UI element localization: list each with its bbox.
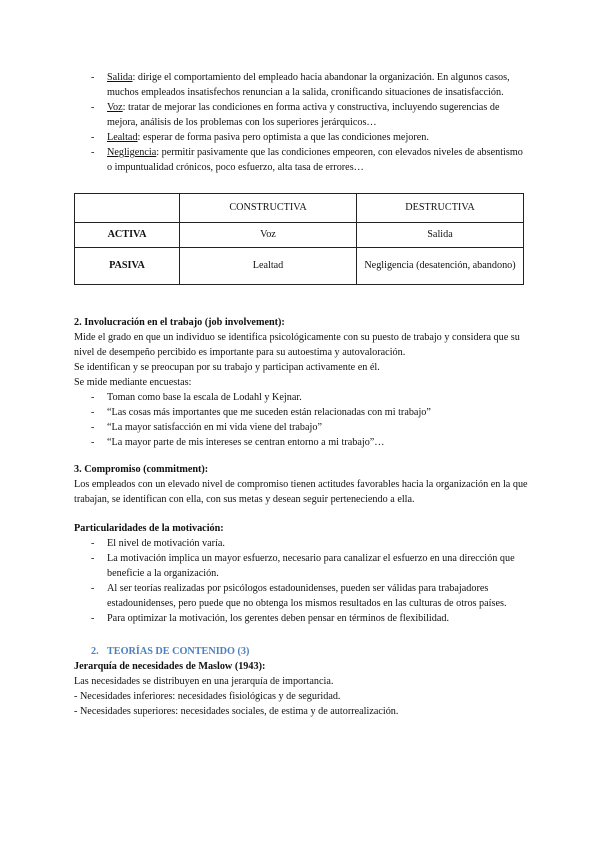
row-label: PASIVA	[75, 248, 180, 285]
table-header-cell: CONSTRUCTIVA	[180, 194, 357, 223]
document-page	[74, 70, 530, 719]
row-label: ACTIVA	[75, 223, 180, 248]
term: Voz	[107, 102, 123, 113]
definition: : tratar de mejorar las condiciones en forma activa y constructiva, incluyendo sugerencias de mejora, análisis de los problemas con los superiores jerárquicos…	[107, 102, 500, 128]
motivation-heading: Particularidades de la motivación:	[74, 523, 224, 534]
table-row	[75, 248, 524, 285]
definition: : dirige el comportamiento del empleado hacia abandonar la organización. En algunos casos, muchos empleados insatisfechos renuncian a la salida, cronificando situaciones de insatisfacción.	[107, 72, 510, 98]
involvement-paragraph: Se mide mediante encuestas:	[74, 377, 192, 388]
list-item	[74, 100, 530, 130]
table-header-cell	[75, 194, 180, 223]
commitment-heading: 3. Compromiso (commitment):	[74, 464, 209, 475]
maslow-line: Las necesidades se distribuyen en una jerarquía de importancia.	[74, 676, 334, 687]
definition: : esperar de forma pasiva pero optimista a que las condiciones mejoren.	[137, 132, 429, 143]
list-item: - La motivación implica un mayor esfuerzo, necesario para canalizar el esfuerzo en una dirección que beneficie a la organización.	[74, 551, 530, 581]
theories-heading	[74, 644, 530, 659]
list-item: - Al ser teorías realizadas por psicólogos estadounidenses, pueden ser válidas para trabajadores estadounidenses, pero puede que no obtenga los mismos resultados en las culturas de otros países.	[74, 581, 530, 611]
table-header-cell: DESTRUCTIVA	[357, 194, 524, 223]
term: Negligencia	[107, 147, 157, 158]
section-title: TEORÍAS DE CONTENIDO (3)	[107, 646, 250, 657]
motivation-list	[74, 536, 530, 626]
maslow-line: - Necesidades inferiores: necesidades fisiológicas y de seguridad.	[74, 691, 341, 702]
list-item	[74, 145, 530, 175]
table-cell: Voz	[180, 223, 357, 248]
definition: : permitir pasivamente que las condiciones empeoren, con elevados niveles de absentismo o impuntualidad crónicos, poco esfuerzo, alta tasa de errores…	[107, 147, 523, 173]
list-item: - Para optimizar la motivación, los gerentes deben pensar en términos de flexibilidad.	[74, 611, 530, 626]
maslow-heading: Jerarquía de necesidades de Maslow (1943):	[74, 661, 266, 672]
table-cell: Salida	[357, 223, 524, 248]
list-item: - “La mayor parte de mis intereses se centran entorno a mi trabajo”…	[74, 435, 530, 450]
involvement-paragraph: Se identifican y se preocupan por su trabajo y participan activamente en él.	[74, 362, 380, 373]
term: Salida	[107, 72, 133, 83]
survey-items-list	[74, 390, 530, 450]
involvement-paragraph: Mide el grado en que un individuo se identifica psicológicamente con su puesto de trabajo y considera que su nivel de desempeño percibido es importante para su autoestima y autovaloración.	[74, 332, 520, 358]
table-row	[75, 223, 524, 248]
commitment-paragraph: Los empleados con un elevado nivel de compromiso tienen actitudes favorables hacia la organización en la que trabajan, se identifican con ella, con sus metas y desean seguir perteneciendo a ella.	[74, 479, 528, 505]
list-item: - El nivel de motivación varía.	[74, 536, 530, 551]
exit-voice-list	[74, 70, 530, 175]
table-cell: Negligencia (desatención, abandono)	[357, 248, 524, 285]
list-item	[74, 130, 530, 145]
maslow-line: - Necesidades superiores: necesidades sociales, de estima y de autorrealización.	[74, 706, 399, 717]
table-cell: Lealtad	[180, 248, 357, 285]
section-number: 2.	[91, 646, 99, 657]
table-header-row	[75, 194, 524, 223]
involvement-heading: 2. Involucración en el trabajo (job involvement):	[74, 317, 285, 328]
term: Lealtad	[107, 132, 138, 143]
list-item: - “Las cosas más importantes que me suceden están relacionadas con mi trabajo”	[74, 405, 530, 420]
list-item: - “La mayor satisfacción en mi vida viene del trabajo”	[74, 420, 530, 435]
list-item: - Toman como base la escala de Lodahl y Kejnar.	[74, 390, 530, 405]
response-matrix-table	[74, 193, 524, 285]
list-item	[74, 70, 530, 100]
